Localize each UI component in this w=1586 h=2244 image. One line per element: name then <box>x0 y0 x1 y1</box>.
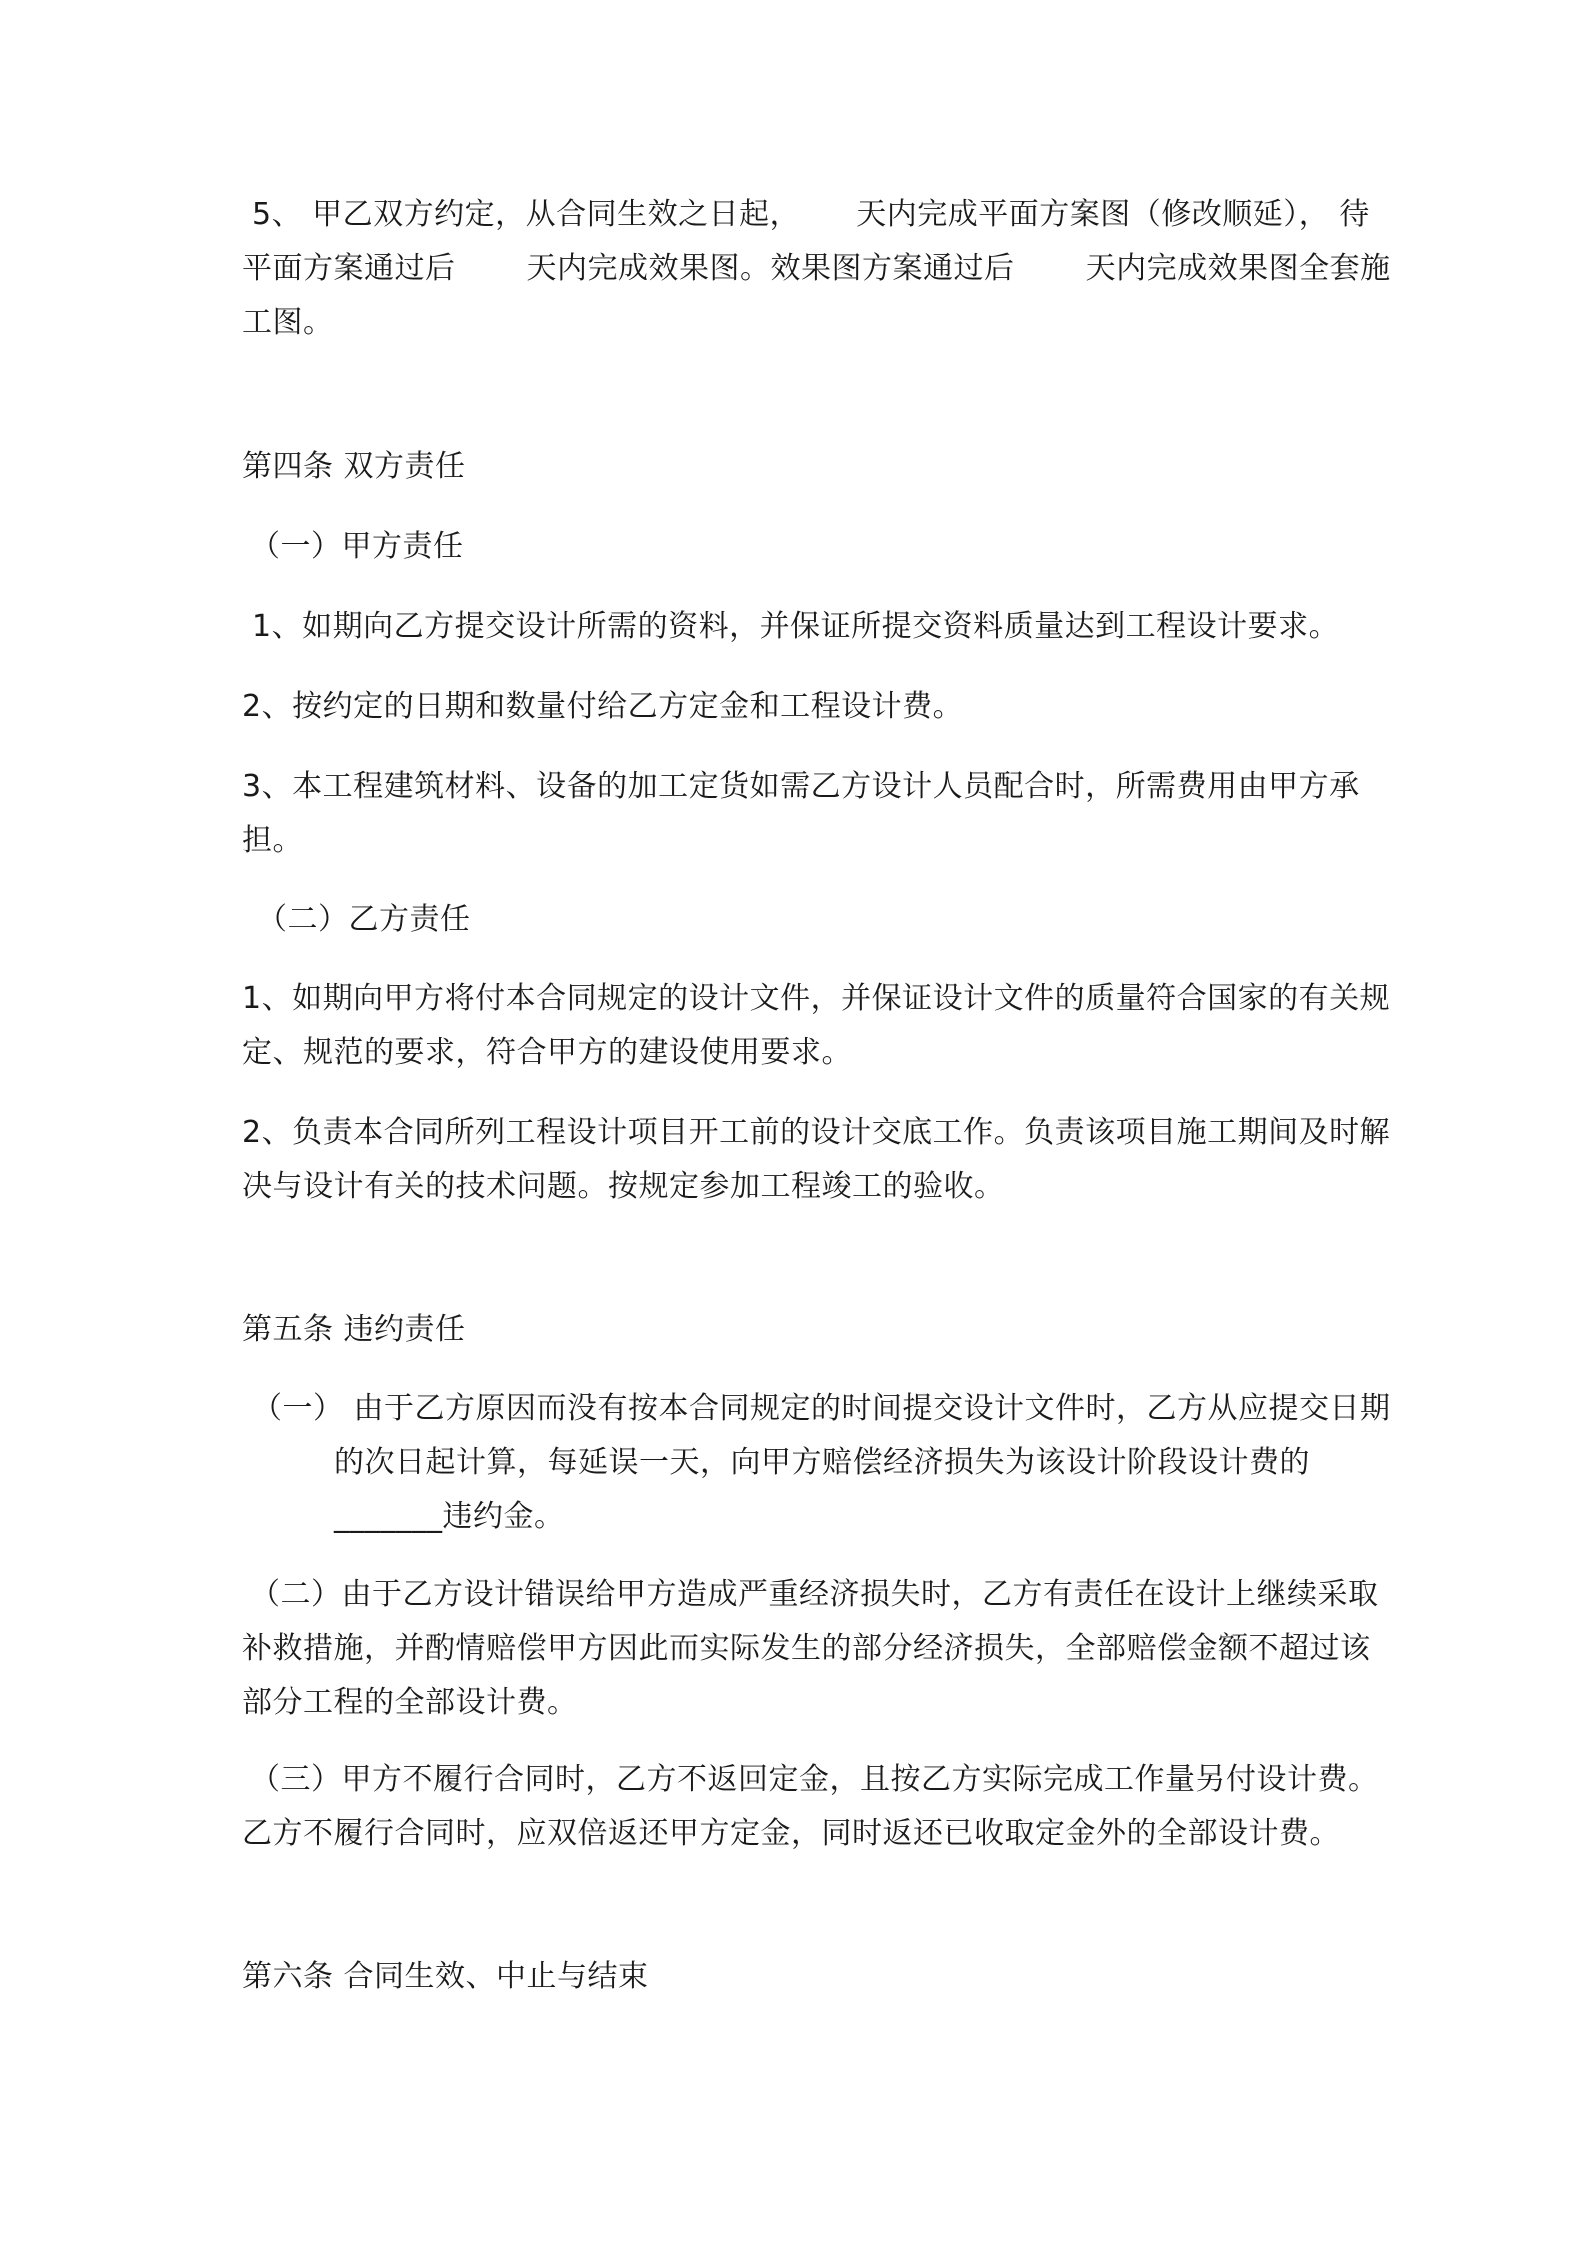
article-4-title: 第四条 双方责任 <box>242 449 466 484</box>
article-5-paragraph-2 <box>242 1568 1379 1730</box>
party-a-item-3-line-1: 3、本工程建筑材料、设备的加工定货如需乙方设计人员配合时，所需费用由甲方承 <box>242 769 1360 804</box>
party-a-item-3 <box>242 760 1360 868</box>
party-a-item-1: 1、如期向乙方提交设计所需的资料，并保证所提交资料质量达到工程设计要求。 <box>242 609 1340 644</box>
party-b-item-2 <box>242 1106 1391 1214</box>
article-5-p3-line-2: 乙方不履行合同时，应双倍返还甲方定金，同时返还已收取定金外的全部设计费。 <box>242 1816 1340 1851</box>
article-5-p3-line-1: （三）甲方不履行合同时，乙方不返回定金，且按乙方实际完成工作量另付设计费。 <box>250 1762 1379 1797</box>
party-b-item-2-line-2: 决与设计有关的技术问题。按规定参加工程竣工的验收。 <box>242 1169 1005 1204</box>
party-b-heading-text: （二）乙方责任 <box>257 902 471 937</box>
article-6-title: 第六条 合同生效、中止与结束 <box>242 1959 649 1994</box>
party-a-heading-text: （一）甲方责任 <box>250 529 464 564</box>
party-b-item-1-line-1: 1、如期向甲方将付本合同规定的设计文件，并保证设计文件的质量符合国家的有关规 <box>242 981 1391 1016</box>
party-a-item-2: 2、按约定的日期和数量付给乙方定金和工程设计费。 <box>242 689 964 724</box>
party-b-item-2-line-1: 2、负责本合同所列工程设计项目开工前的设计交底工作。负责该项目施工期间及时解 <box>242 1115 1391 1150</box>
party-a-heading <box>242 520 1352 574</box>
clause-5-paragraph <box>242 188 1391 350</box>
article-5-p2-line-2: 补救措施，并酌情赔偿甲方因此而实际发生的部分经济损失，全部赔偿金额不超过该 <box>242 1631 1371 1666</box>
party-b-item-1 <box>242 972 1391 1080</box>
article-5-p1-line-3: _______违约金。 <box>334 1499 565 1534</box>
article-5-title: 第五条 违约责任 <box>242 1312 466 1347</box>
clause-5-line-3: 工图。 <box>242 305 334 340</box>
clause-5-line-2: 平面方案通过后 天内完成效果图。效果图方案通过后 天内完成效果图全套施 <box>242 251 1391 286</box>
party-a-item-3-line-2: 担。 <box>242 823 303 858</box>
party-b-item-1-line-2: 定、规范的要求，符合甲方的建设使用要求。 <box>242 1035 852 1070</box>
article-5-p1-line-2: 的次日起计算，每延误一天，向甲方赔偿经济损失为该设计阶段设计费的 <box>334 1445 1310 1480</box>
article-5-p2-line-1: （二）由于乙方设计错误给甲方造成严重经济损失时，乙方有责任在设计上继续采取 <box>250 1577 1379 1612</box>
article-5-paragraph-1 <box>242 1382 1391 1544</box>
article-5-paragraph-3 <box>242 1753 1379 1861</box>
party-b-heading <box>242 893 1352 947</box>
clause-5-line-1: 5、 甲乙双方约定，从合同生效之日起， 天内完成平面方案图（修改顺延）， 待 <box>242 197 1370 232</box>
article-5-p2-line-3: 部分工程的全部设计费。 <box>242 1685 578 1720</box>
article-5-p1-line-1: （一） 由于乙方原因而没有按本合同规定的时间提交设计文件时，乙方从应提交日期 <box>252 1391 1391 1426</box>
